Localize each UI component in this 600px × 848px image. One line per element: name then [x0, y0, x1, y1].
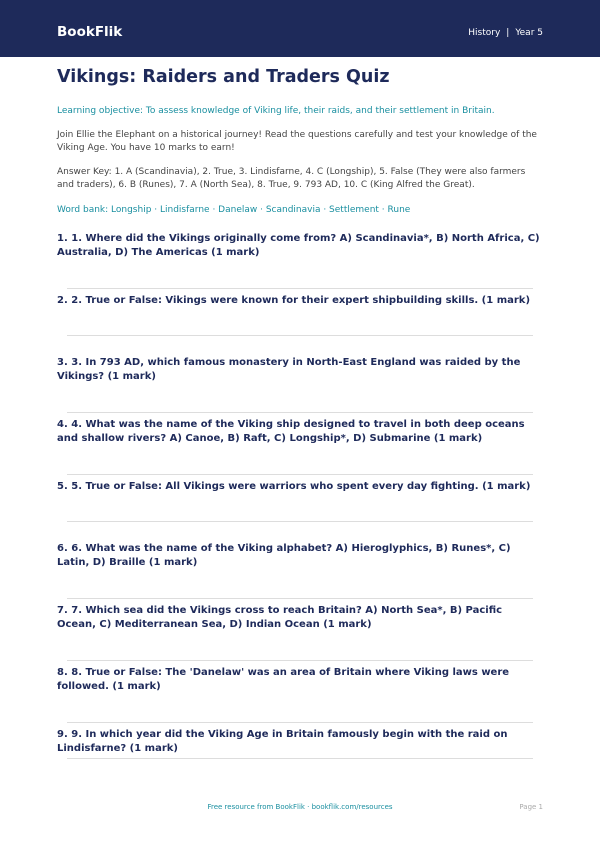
answer-line[interactable] [67, 521, 533, 522]
learning-objective: Learning objective: To assess knowledge of Viking life, their raids, and their settlement in Britain. [57, 106, 495, 116]
header-meta [468, 27, 543, 39]
intro-text: Join Ellie the Elephant on a historical journey! Read the questions carefully and test your knowledge of the Viking Age. You have 10 marks to earn! [57, 130, 537, 153]
question-list [57, 230, 543, 788]
answer-line[interactable] [67, 598, 533, 599]
worksheet-content [57, 64, 543, 788]
question-text: 6. 6. What was the name of the Viking alphabet? A) Hieroglyphics, B) Runes*, C) Latin, D) Braille (1 mark) [57, 543, 511, 568]
answer-line[interactable] [67, 335, 533, 336]
answer-line[interactable] [67, 474, 533, 475]
question-item [57, 292, 543, 354]
meta-separator: | [506, 28, 510, 38]
question-item [57, 416, 543, 478]
question-text: 7. 7. Which sea did the Vikings cross to reach Britain? A) North Sea*, B) Pacific Ocean, C) Mediterranean Sea, D) Indian Ocean (1 mark) [57, 605, 503, 630]
answer-line[interactable] [67, 722, 533, 723]
brand-logo-text[interactable]: BookFlik [57, 24, 123, 40]
answer-key: Answer Key: 1. A (Scandinavia), 2. True, 3. Lindisfarne, 4. C (Longship), 5. False (They were also farmers and traders), 6. B (Runes), 7. A (North Sea), 8. True, 9. 793 AD, 10. C (King Alfred the Great). [57, 167, 526, 190]
question-item [57, 664, 543, 726]
answer-line[interactable] [67, 660, 533, 661]
question-text: 4. 4. What was the name of the Viking ship designed to travel in both deep oceans and shallow rivers? A) Canoe, B) Raft, C) Longship*, D) Submarine (1 mark) [57, 419, 525, 444]
question-item [57, 540, 543, 602]
question-text: 5. 5. True or False: All Vikings were warriors who spent every day fighting. (1 mark) [57, 481, 531, 492]
subject-label: History [468, 28, 501, 38]
page-title: Vikings: Raiders and Traders Quiz [57, 67, 390, 87]
footer-credit[interactable]: Free resource from BookFlik · bookflik.com/resources [207, 803, 393, 811]
answer-line[interactable] [67, 288, 533, 289]
question-text: 9. 9. In which year did the Viking Age in Britain famously begin with the raid on Lindisfarne? (1 mark) [57, 729, 508, 754]
year-label: Year 5 [515, 28, 543, 38]
question-item [57, 354, 543, 416]
page-number: Page 1 [519, 803, 543, 811]
question-text: 1. 1. Where did the Vikings originally come from? A) Scandinavia*, B) North Africa, C) Australia, D) The Americas (1 mark) [57, 233, 540, 258]
footer-divider [67, 758, 533, 759]
question-text: 3. 3. In 793 AD, which famous monastery in North-East England was raided by the Vikings? (1 mark) [57, 357, 521, 382]
answer-line[interactable] [67, 412, 533, 413]
question-text: 8. 8. True or False: The 'Danelaw' was an area of Britain where Viking laws were followed. (1 mark) [57, 667, 510, 692]
question-item [57, 602, 543, 664]
question-item [57, 230, 543, 292]
question-item [57, 478, 543, 540]
header-bar [0, 0, 600, 57]
question-item [57, 726, 543, 788]
word-bank: Word bank: Longship · Lindisfarne · Danelaw · Scandinavia · Settlement · Rune [57, 205, 411, 215]
question-text: 2. 2. True or False: Vikings were known for their expert shipbuilding skills. (1 mark) [57, 295, 531, 306]
